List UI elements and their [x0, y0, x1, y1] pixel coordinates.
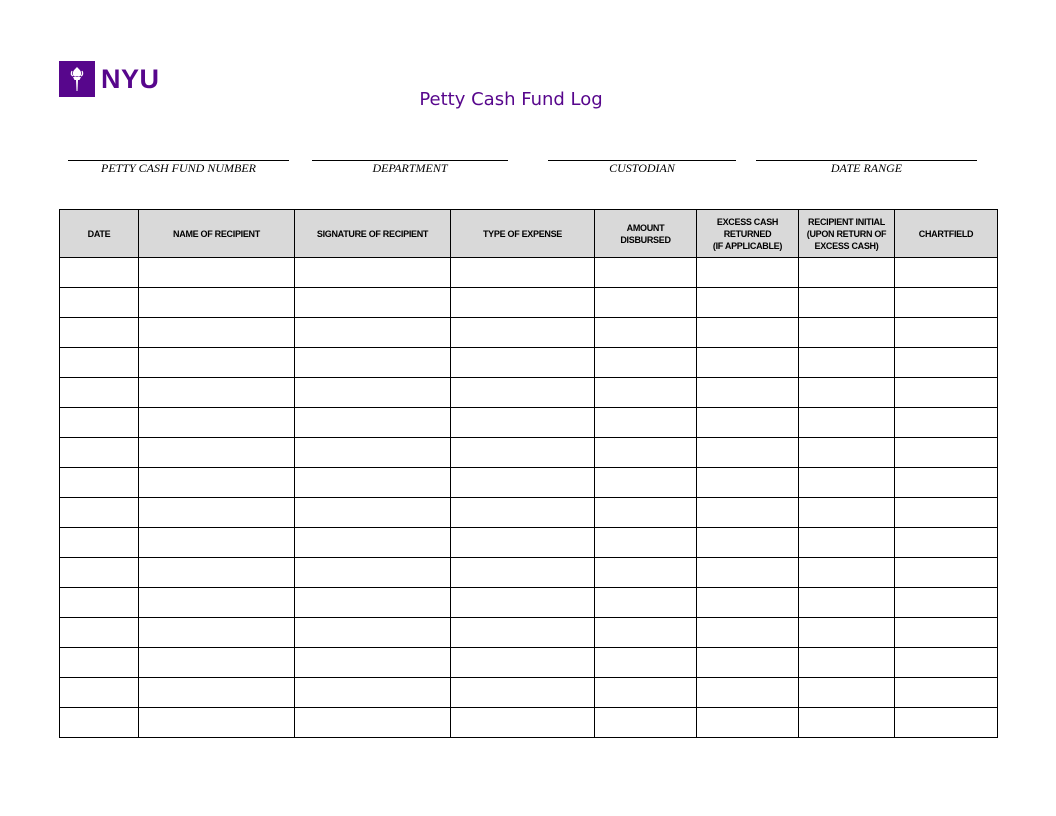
table-cell[interactable]: [595, 348, 697, 378]
table-cell[interactable]: [60, 558, 139, 588]
table-cell[interactable]: [451, 588, 595, 618]
table-cell[interactable]: [139, 648, 295, 678]
table-cell[interactable]: [60, 588, 139, 618]
petty-cash-log-table: [59, 209, 998, 738]
table-cell[interactable]: [595, 678, 697, 708]
table-cell[interactable]: [799, 318, 895, 348]
table-cell[interactable]: [451, 678, 595, 708]
table-cell[interactable]: [451, 438, 595, 468]
table-row: [60, 318, 998, 348]
table-row: [60, 408, 998, 438]
table-cell[interactable]: [295, 258, 451, 288]
table-cell[interactable]: [895, 348, 998, 378]
table-cell[interactable]: [139, 348, 295, 378]
table-cell[interactable]: [295, 288, 451, 318]
table-cell[interactable]: [697, 498, 799, 528]
column-header-amount-disbursed: AMOUNT DISBURSED: [595, 210, 697, 258]
table-cell[interactable]: [697, 318, 799, 348]
table-cell[interactable]: [139, 678, 295, 708]
table-cell[interactable]: [60, 318, 139, 348]
table-row: [60, 648, 998, 678]
table-cell[interactable]: [697, 438, 799, 468]
table-cell[interactable]: [139, 618, 295, 648]
custodian-field[interactable]: CUSTODIAN: [548, 160, 736, 175]
table-cell[interactable]: [139, 708, 295, 738]
table-cell[interactable]: [60, 498, 139, 528]
table-cell[interactable]: [895, 288, 998, 318]
table-cell[interactable]: [595, 498, 697, 528]
table-cell[interactable]: [295, 348, 451, 378]
table-row: [60, 438, 998, 468]
table-cell[interactable]: [295, 678, 451, 708]
fund-number-field[interactable]: PETTY CASH FUND NUMBER: [68, 160, 289, 175]
column-header-chartfield: CHARTFIELD: [895, 210, 998, 258]
table-cell[interactable]: [139, 468, 295, 498]
table-cell[interactable]: [799, 348, 895, 378]
table-cell[interactable]: [60, 678, 139, 708]
table-cell[interactable]: [139, 378, 295, 408]
table-cell[interactable]: [139, 258, 295, 288]
table-cell[interactable]: [697, 408, 799, 438]
table-row: [60, 588, 998, 618]
table-cell[interactable]: [451, 708, 595, 738]
table-cell[interactable]: [60, 618, 139, 648]
table-cell[interactable]: [451, 528, 595, 558]
table-cell[interactable]: [295, 648, 451, 678]
table-cell[interactable]: [799, 678, 895, 708]
table-cell[interactable]: [799, 708, 895, 738]
table-cell[interactable]: [697, 468, 799, 498]
table-cell[interactable]: [697, 288, 799, 318]
column-header-excess-cash-returned: EXCESS CASH RETURNED (IF APPLICABLE): [697, 210, 799, 258]
table-cell[interactable]: [60, 288, 139, 318]
table-cell[interactable]: [799, 408, 895, 438]
table-row: [60, 348, 998, 378]
table-cell[interactable]: [295, 528, 451, 558]
table-cell[interactable]: [895, 498, 998, 528]
table-cell[interactable]: [799, 468, 895, 498]
table-cell[interactable]: [295, 618, 451, 648]
table-cell[interactable]: [595, 588, 697, 618]
table-cell[interactable]: [139, 408, 295, 438]
table-cell[interactable]: [451, 378, 595, 408]
department-field[interactable]: DEPARTMENT: [312, 160, 508, 175]
table-cell[interactable]: [60, 378, 139, 408]
table-cell[interactable]: [895, 708, 998, 738]
table-cell[interactable]: [295, 468, 451, 498]
table-cell[interactable]: [697, 648, 799, 678]
table-cell[interactable]: [697, 258, 799, 288]
table-cell[interactable]: [295, 498, 451, 528]
table-row: [60, 528, 998, 558]
table-cell[interactable]: [451, 288, 595, 318]
table-cell[interactable]: [595, 618, 697, 648]
table-cell[interactable]: [595, 648, 697, 678]
table-cell[interactable]: [60, 258, 139, 288]
table-row: [60, 558, 998, 588]
table-cell[interactable]: [595, 558, 697, 588]
table-cell[interactable]: [60, 468, 139, 498]
table-cell[interactable]: [895, 408, 998, 438]
table-row: [60, 618, 998, 648]
column-header-type-of-expense: TYPE OF EXPENSE: [451, 210, 595, 258]
table-cell[interactable]: [139, 588, 295, 618]
table-cell[interactable]: [799, 558, 895, 588]
table-cell[interactable]: [595, 258, 697, 288]
table-cell[interactable]: [595, 378, 697, 408]
table-cell[interactable]: [595, 438, 697, 468]
table-cell[interactable]: [295, 318, 451, 348]
page-title: Petty Cash Fund Log: [419, 89, 603, 110]
table-cell[interactable]: [799, 498, 895, 528]
table-cell[interactable]: [595, 288, 697, 318]
table-cell[interactable]: [139, 528, 295, 558]
table-cell[interactable]: [799, 618, 895, 648]
table-cell[interactable]: [697, 708, 799, 738]
table-cell[interactable]: [451, 468, 595, 498]
table-header-row: [60, 210, 998, 258]
table-cell[interactable]: [139, 318, 295, 348]
table-cell[interactable]: [895, 438, 998, 468]
table-cell[interactable]: [799, 528, 895, 558]
table-cell[interactable]: [295, 708, 451, 738]
column-header-name-of-recipient: NAME OF RECIPIENT: [139, 210, 295, 258]
table-cell[interactable]: [60, 438, 139, 468]
table-cell[interactable]: [451, 618, 595, 648]
table-cell[interactable]: [60, 528, 139, 558]
table-body: [60, 258, 998, 738]
logo-wordmark: NYU: [101, 64, 160, 94]
table-cell[interactable]: [799, 588, 895, 618]
table-cell[interactable]: [697, 528, 799, 558]
table-cell[interactable]: [451, 558, 595, 588]
table-cell[interactable]: [895, 318, 998, 348]
table-cell[interactable]: [451, 318, 595, 348]
table-row: [60, 258, 998, 288]
table-cell[interactable]: [451, 408, 595, 438]
table-cell[interactable]: [451, 258, 595, 288]
table-cell[interactable]: [451, 648, 595, 678]
table-cell[interactable]: [451, 348, 595, 378]
table-cell[interactable]: [697, 678, 799, 708]
table-cell[interactable]: [60, 648, 139, 678]
table-cell[interactable]: [697, 378, 799, 408]
table-cell[interactable]: [139, 288, 295, 318]
table-cell[interactable]: [295, 438, 451, 468]
column-header-date: DATE: [60, 210, 139, 258]
table-cell[interactable]: [895, 648, 998, 678]
table-cell[interactable]: [295, 378, 451, 408]
table-cell[interactable]: [799, 648, 895, 678]
table-cell[interactable]: [799, 438, 895, 468]
table-cell[interactable]: [295, 408, 451, 438]
table-cell[interactable]: [139, 438, 295, 468]
table-cell[interactable]: [799, 258, 895, 288]
table-cell[interactable]: [697, 558, 799, 588]
date-range-field[interactable]: DATE RANGE: [756, 160, 977, 175]
table-cell[interactable]: [295, 558, 451, 588]
table-row: [60, 678, 998, 708]
table-cell[interactable]: [139, 498, 295, 528]
table-cell[interactable]: [60, 348, 139, 378]
table-cell[interactable]: [697, 588, 799, 618]
table-cell[interactable]: [895, 258, 998, 288]
table-cell[interactable]: [799, 288, 895, 318]
table-cell[interactable]: [895, 528, 998, 558]
table-cell[interactable]: [895, 678, 998, 708]
table-cell[interactable]: [595, 408, 697, 438]
table-cell[interactable]: [139, 558, 295, 588]
table-cell[interactable]: [595, 708, 697, 738]
table-row: [60, 708, 998, 738]
table-row: [60, 288, 998, 318]
table-cell[interactable]: [799, 378, 895, 408]
table-cell[interactable]: [451, 498, 595, 528]
table-cell[interactable]: [697, 618, 799, 648]
table-row: [60, 468, 998, 498]
column-header-signature-of-recipient: SIGNATURE OF RECIPIENT: [295, 210, 451, 258]
table-cell[interactable]: [60, 708, 139, 738]
table-cell[interactable]: [595, 528, 697, 558]
table-row: [60, 378, 998, 408]
table-cell[interactable]: [895, 468, 998, 498]
table-cell[interactable]: [895, 588, 998, 618]
column-header-recipient-initial: RECIPIENT INITIAL (UPON RETURN OF EXCESS CASH): [799, 210, 895, 258]
table-cell[interactable]: [895, 558, 998, 588]
table-cell[interactable]: [895, 378, 998, 408]
table-cell[interactable]: [595, 318, 697, 348]
table-row: [60, 498, 998, 528]
table-cell[interactable]: [60, 408, 139, 438]
table-cell[interactable]: [595, 468, 697, 498]
table-cell[interactable]: [295, 588, 451, 618]
table-cell[interactable]: [895, 618, 998, 648]
table-cell[interactable]: [697, 348, 799, 378]
